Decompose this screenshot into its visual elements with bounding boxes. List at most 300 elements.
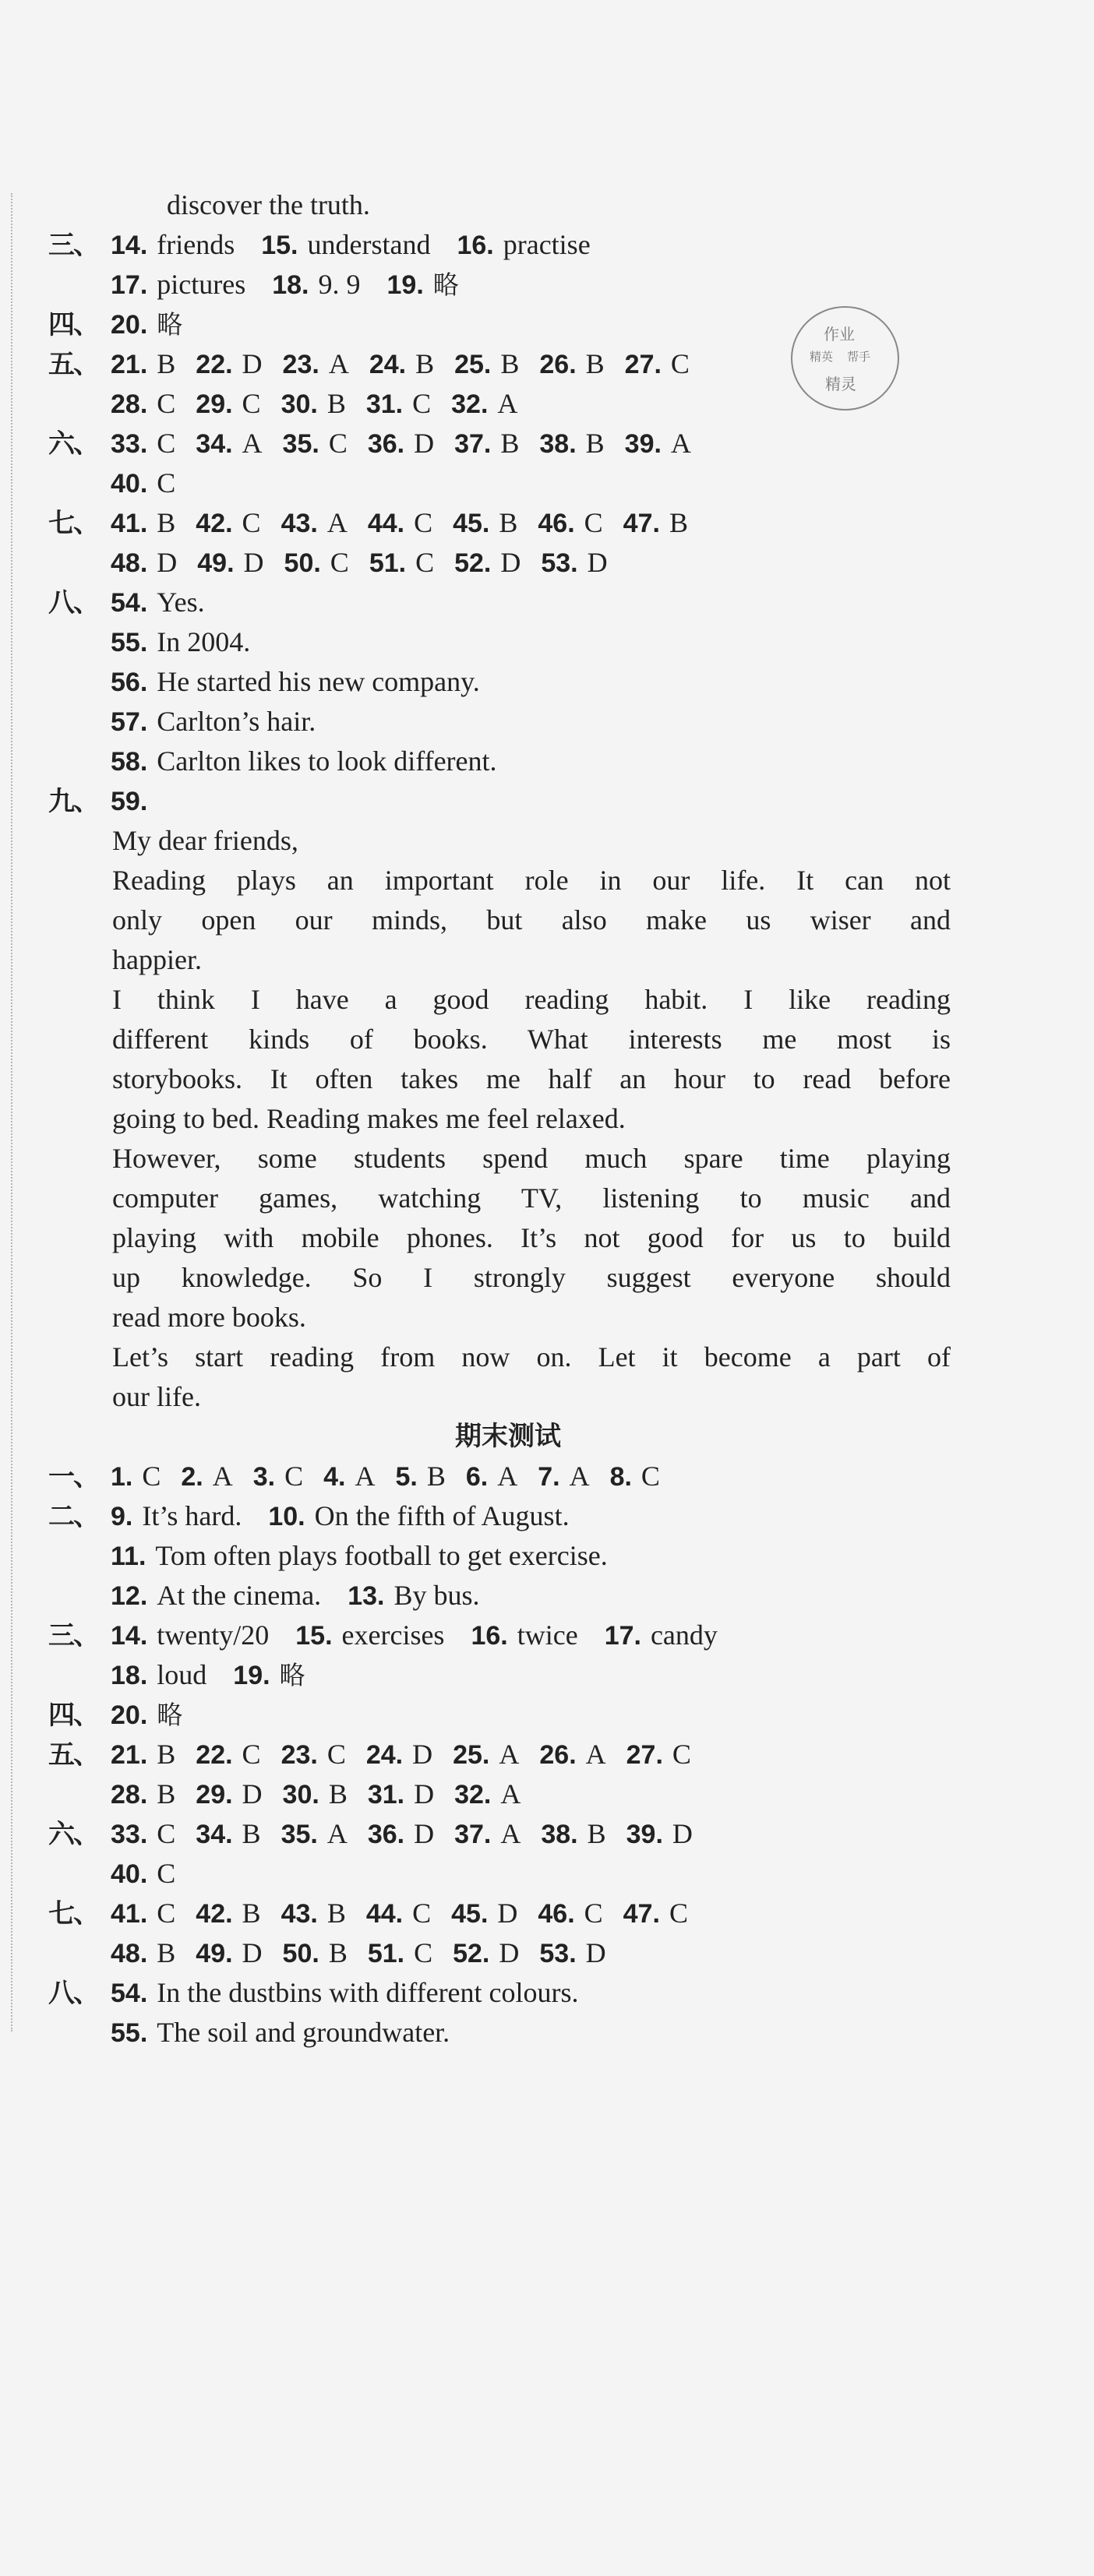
answer-text: D [243,547,264,578]
section-label: 七、 [48,508,98,539]
answer-text: B [500,428,520,459]
answer-text: D [157,547,178,578]
answer-text: The soil and groundwater. [157,2017,450,2048]
answer-text: C [584,507,603,538]
question-number: 51. [369,548,407,578]
section-label: 九、 [48,786,98,817]
margin-dotted-line [11,193,12,2032]
answer-item [539,1735,605,1775]
answer-item [283,344,349,385]
section-label: 一、 [48,1461,98,1492]
section-6-cont [48,463,921,503]
answer-text: B [242,1818,261,1849]
answer-item [111,1576,321,1616]
question-number: 45. [453,509,490,538]
question-number: 27. [624,350,662,379]
answer-text: C [670,348,690,379]
question-number: 25. [453,1740,490,1770]
question-number: 24. [369,350,407,379]
answer-text: B [499,507,518,538]
question-number: 42. [196,509,233,538]
final-section-6-cont [48,1854,921,1894]
essay-text: I think I have a good reading habit. I like reading [112,984,951,1015]
answer-text: exercises [341,1619,445,1651]
answer-text: understand [307,229,431,260]
question-number: 48. [111,548,148,578]
answer-text: 略 [157,309,183,340]
answer-text: pictures [157,269,246,300]
answer-text: A [500,1818,521,1849]
final-section-2 [48,1496,921,1536]
stamp-text: 精灵 [825,375,856,393]
question-number: 37. [454,1820,492,1849]
question-number: 19. [386,270,424,300]
section-label: 四、 [48,309,98,340]
answer-text: D [242,1778,263,1810]
question-number: 33. [111,429,148,459]
question-number: 53. [539,1939,577,1968]
section-8-cont [48,742,921,781]
answer-text: C [142,1461,161,1492]
essay-text: up knowledge. So I strongly suggest everyone should [112,1262,951,1293]
question-number: 22. [196,1740,233,1770]
section-label: 八、 [48,1978,98,2009]
answer-text: D [585,1937,606,1968]
question-number: 34. [196,429,233,459]
question-number: 33. [111,1820,148,1849]
answer-text: D [587,547,608,578]
answer-item [395,1457,445,1497]
answer-text: A [328,348,349,379]
section-label: 五、 [48,1739,98,1771]
question-number: 23. [281,1740,318,1770]
essay-text: going to bed. Reading makes me feel relaxed. [112,1103,626,1134]
answer-text: C [672,1739,691,1770]
final-section-2-cont [48,1576,921,1616]
section-4 [48,305,921,344]
answer-text: D [500,547,521,578]
question-number: 32. [454,1780,492,1810]
question-number: 38. [539,429,577,459]
question-number: 23. [282,350,319,379]
answer-text: C [641,1461,660,1492]
answer-item [623,1894,688,1934]
answer-text: B [242,1898,261,1929]
answer-text: C [242,388,261,419]
essay [48,821,951,1417]
answer-item [111,662,480,703]
answer-item [281,1735,346,1775]
answer-text: A [500,1778,521,1810]
answer-text: C [284,1461,304,1492]
question-number: 18. [111,1661,148,1690]
question-number: 20. [111,1700,148,1730]
answer-item [454,543,521,583]
essay-line [48,821,921,861]
answer-item [466,1457,517,1497]
question-number: 37. [454,429,492,459]
essay-line [48,900,951,940]
question-number: 22. [196,350,233,379]
answer-text: Carlton’s hair. [157,706,316,737]
essay-text: computer games, watching TV, listening to music and [112,1182,951,1214]
answer-item [196,1814,260,1855]
answer-item [541,543,607,583]
answer-item [111,622,250,663]
answer-text: 9. 9 [318,269,361,300]
answer-text: It’s hard. [142,1500,242,1531]
section-8-cont [48,662,921,702]
answer-text: A [497,1461,518,1492]
answer-text: B [415,348,435,379]
question-number: 15. [261,231,298,260]
question-number: 13. [348,1581,385,1611]
essay-line [48,1218,951,1258]
question-number: 34. [196,1820,233,1849]
answer-text: A [499,1739,520,1770]
answer-item [454,1814,521,1855]
answer-text: At the cinema. [157,1580,322,1611]
question-number: 3. [252,1462,276,1492]
question-number: 15. [295,1621,333,1651]
answer-text: C [242,1739,261,1770]
question-number: 21. [111,1740,148,1770]
answer-item [626,1735,691,1775]
question-number: 43. [281,1899,318,1929]
answer-item [196,424,262,464]
section-5-cont [48,384,921,424]
answer-text: B [157,507,176,538]
stamp-text: 帮手 [847,350,871,364]
answer-text: A [569,1461,590,1492]
answer-item [268,1496,569,1537]
answer-item [197,543,263,583]
answer-text: twice [517,1619,578,1651]
final-section-7 [48,1894,921,1933]
answer-item [111,702,316,742]
question-number: 45. [451,1899,489,1929]
answer-item [368,1774,434,1815]
answer-text: C [330,547,349,578]
essay-line [48,1179,951,1218]
question-number: 38. [541,1820,578,1849]
answer-text: B [585,348,605,379]
question-number: 57. [111,707,148,737]
answer-item [471,1616,577,1656]
answer-item [368,424,434,464]
answer-text: B [326,388,346,419]
question-number: 48. [111,1939,148,1968]
answer-item [366,1735,432,1775]
final-section-3 [48,1616,921,1655]
question-number: 50. [282,1939,319,1968]
question-number: 35. [282,429,319,459]
question-number: 35. [281,1820,318,1849]
final-section-4 [48,1695,921,1735]
answer-item [369,344,434,385]
question-number: 32. [451,389,489,419]
answer-text: friends [157,229,235,260]
answer-text: C [157,1858,176,1889]
answer-item [253,1457,303,1497]
answer-text: D [414,428,435,459]
answer-item [538,1457,589,1497]
final-section-5 [48,1735,921,1774]
answer-text: C [157,467,176,499]
question-number: 41. [111,1899,148,1929]
final-section-8 [48,1973,921,2013]
essay-line [48,1298,921,1337]
answer-item [196,503,260,544]
essay-text: storybooks. It often takes me half an hour to read before [112,1063,951,1094]
essay-text: Let’s start reading from now on. Let it become a part of [112,1341,951,1373]
answer-text: C [414,507,433,538]
question-number: 31. [365,389,404,419]
answer-text: C [412,1898,432,1929]
answer-item [610,1457,660,1497]
essay-text: playing with mobile phones. It’s not good for us to build [112,1222,951,1253]
answer-text: B [587,1818,606,1849]
question-number: 17. [604,1621,641,1651]
answer-text: C [669,1898,688,1929]
essay-line [48,1337,951,1377]
answer-item [111,1496,242,1537]
answer-item [539,424,604,464]
answer-text: B [328,1937,348,1968]
section-label: 八、 [48,587,98,618]
question-number: 47. [623,509,660,538]
answer-item [111,1457,161,1497]
answer-text: A [355,1461,376,1492]
question-number: 25. [454,350,492,379]
section-label: 五、 [48,349,98,380]
answer-item [453,1933,519,1974]
answer-item [605,1616,718,1656]
answer-item [453,503,517,544]
question-number: 24. [365,1740,404,1770]
answer-item [111,1894,175,1934]
section-8-cont [48,622,921,662]
section-6 [48,424,921,463]
answer-text: practise [503,229,591,260]
answer-item [281,1814,348,1855]
answer-item [539,1933,605,1974]
answer-text: B [328,1778,348,1810]
answer-text: C [328,428,348,459]
answer-item [111,305,182,345]
question-number: 21. [111,350,148,379]
essay-line [48,1020,951,1059]
answer-item [323,1457,375,1497]
answer-text: A [497,388,518,419]
answer-item [281,503,348,544]
question-number: 10. [268,1502,305,1531]
answer-item [111,2013,450,2053]
question-number: 4. [323,1462,346,1492]
essay-text: read more books. [112,1302,306,1333]
answer-text: Tom often plays football to get exercise. [155,1540,608,1571]
question-number: 29. [196,389,233,419]
answer-text: A [585,1739,606,1770]
answer-text: B [500,348,520,379]
answer-item [451,384,517,425]
answer-text: By bus. [393,1580,480,1611]
answer-text: C [584,1898,603,1929]
question-number: 19. [233,1661,270,1690]
answer-item [111,1933,175,1974]
question-number: 9. [111,1502,133,1531]
question-number: 5. [395,1462,418,1492]
question-number: 28. [111,1780,148,1810]
answer-item [111,1814,175,1855]
question-number: 39. [624,429,662,459]
answer-text: discover the truth. [167,189,370,220]
question-number: 28. [111,389,148,419]
answer-item [453,1735,519,1775]
answer-item [538,503,602,544]
answer-text: A [212,1461,233,1492]
section-label: 三、 [48,1620,98,1651]
essay-line [48,861,951,900]
section-3 [48,225,921,265]
question-number: 49. [196,1939,233,1968]
answer-text: C [326,1739,346,1770]
answer-item [272,265,360,305]
final-section-6 [48,1814,921,1854]
question-number: 56. [111,668,148,697]
answer-text: D [412,1739,433,1770]
question-number: 36. [367,429,405,459]
answer-item [111,1735,175,1775]
question-number: 2. [181,1462,203,1492]
question-number: 11. [111,1542,146,1571]
question-number: 52. [454,548,492,578]
answer-text: A [670,428,691,459]
answer-item [623,503,688,544]
section-8-cont [48,702,921,742]
answer-text: 略 [279,1660,305,1690]
question-number: 36. [367,1820,405,1849]
answer-item [283,1933,348,1974]
question-number: 27. [626,1740,663,1770]
answer-text: D [499,1937,520,1968]
answer-text: B [157,1739,176,1770]
answer-item [457,225,590,266]
answer-item [196,1735,260,1775]
question-number: 55. [111,628,148,657]
question-number: 47. [623,1899,660,1929]
question-number: 1. [111,1462,133,1492]
answer-item [281,384,346,425]
answer-item [283,1774,348,1815]
answer-item [295,1616,444,1656]
essay-text: Reading plays an important role in our life. It can not [112,865,951,896]
answer-item [111,1616,269,1656]
answer-item [387,265,459,305]
answer-text: B [326,1898,346,1929]
final-section-1 [48,1457,921,1496]
answer-item [111,1655,206,1696]
answer-item [181,1457,232,1497]
section-label: 二、 [48,1501,98,1532]
answer-item [368,1933,432,1974]
answer-item [366,384,431,425]
answer-text: loud [157,1659,207,1690]
essay-line [48,1059,951,1099]
question-number: 42. [196,1899,233,1929]
question-number: 49. [197,548,235,578]
answer-item [368,503,432,544]
question-number: 26. [539,1740,577,1770]
answer-item [111,1536,608,1577]
question-number: 16. [457,231,494,260]
essay-text: However, some students spend much spare time playing [112,1143,951,1174]
answer-text: C [415,547,435,578]
section-title: 期末测试 [455,1421,561,1452]
essay-text: only open our minds, but also make us wiser and [112,904,951,936]
final-section-8-cont [48,2013,921,2053]
answer-text: He started his new company. [157,666,480,697]
answer-text: C [242,507,261,538]
question-number: 54. [111,588,148,618]
question-number: 18. [272,270,309,300]
section-5 [48,344,921,384]
answer-text: C [157,428,176,459]
question-number: 20. [111,310,148,340]
question-number: 55. [111,2018,148,2048]
question-number: 46. [538,509,575,538]
answer-item [283,424,348,464]
question-number: 59. [111,787,148,816]
section-label: 三、 [48,230,98,261]
section-label: 七、 [48,1898,98,1929]
answer-item [196,344,262,385]
answer-text: 略 [157,1700,183,1730]
answer-item [111,1695,182,1736]
question-number: 53. [541,548,578,578]
answer-text: B [157,1937,176,1968]
answer-text: twenty/20 [157,1619,270,1651]
section-7 [48,503,921,543]
essay-text: My dear friends, [112,825,298,856]
question-number: 6. [465,1462,489,1492]
essay-text: different kinds of books. What interests me most is [112,1024,951,1055]
answer-item [626,1814,693,1855]
answer-item [281,1894,346,1934]
answer-item [454,1774,521,1815]
section-7-cont [48,543,921,583]
question-number: 14. [111,1621,148,1651]
question-number: 7. [538,1462,560,1492]
answer-text: 略 [432,270,459,300]
question-number: 8. [609,1462,632,1492]
answer-text: Yes. [157,587,205,618]
question-number: 51. [367,1939,405,1968]
answer-item [454,344,519,385]
question-number: 40. [111,1859,148,1889]
answer-item [111,463,175,504]
section-9 [48,781,921,821]
section-3-cont [48,265,921,305]
question-number: 50. [284,548,321,578]
answer-item [625,344,690,385]
answer-item [111,1973,579,2014]
answer-item [454,424,519,464]
answer-item [111,543,177,583]
answer-text: D [242,1937,263,1968]
answer-item [539,344,604,385]
final-section-3-cont [48,1655,921,1695]
